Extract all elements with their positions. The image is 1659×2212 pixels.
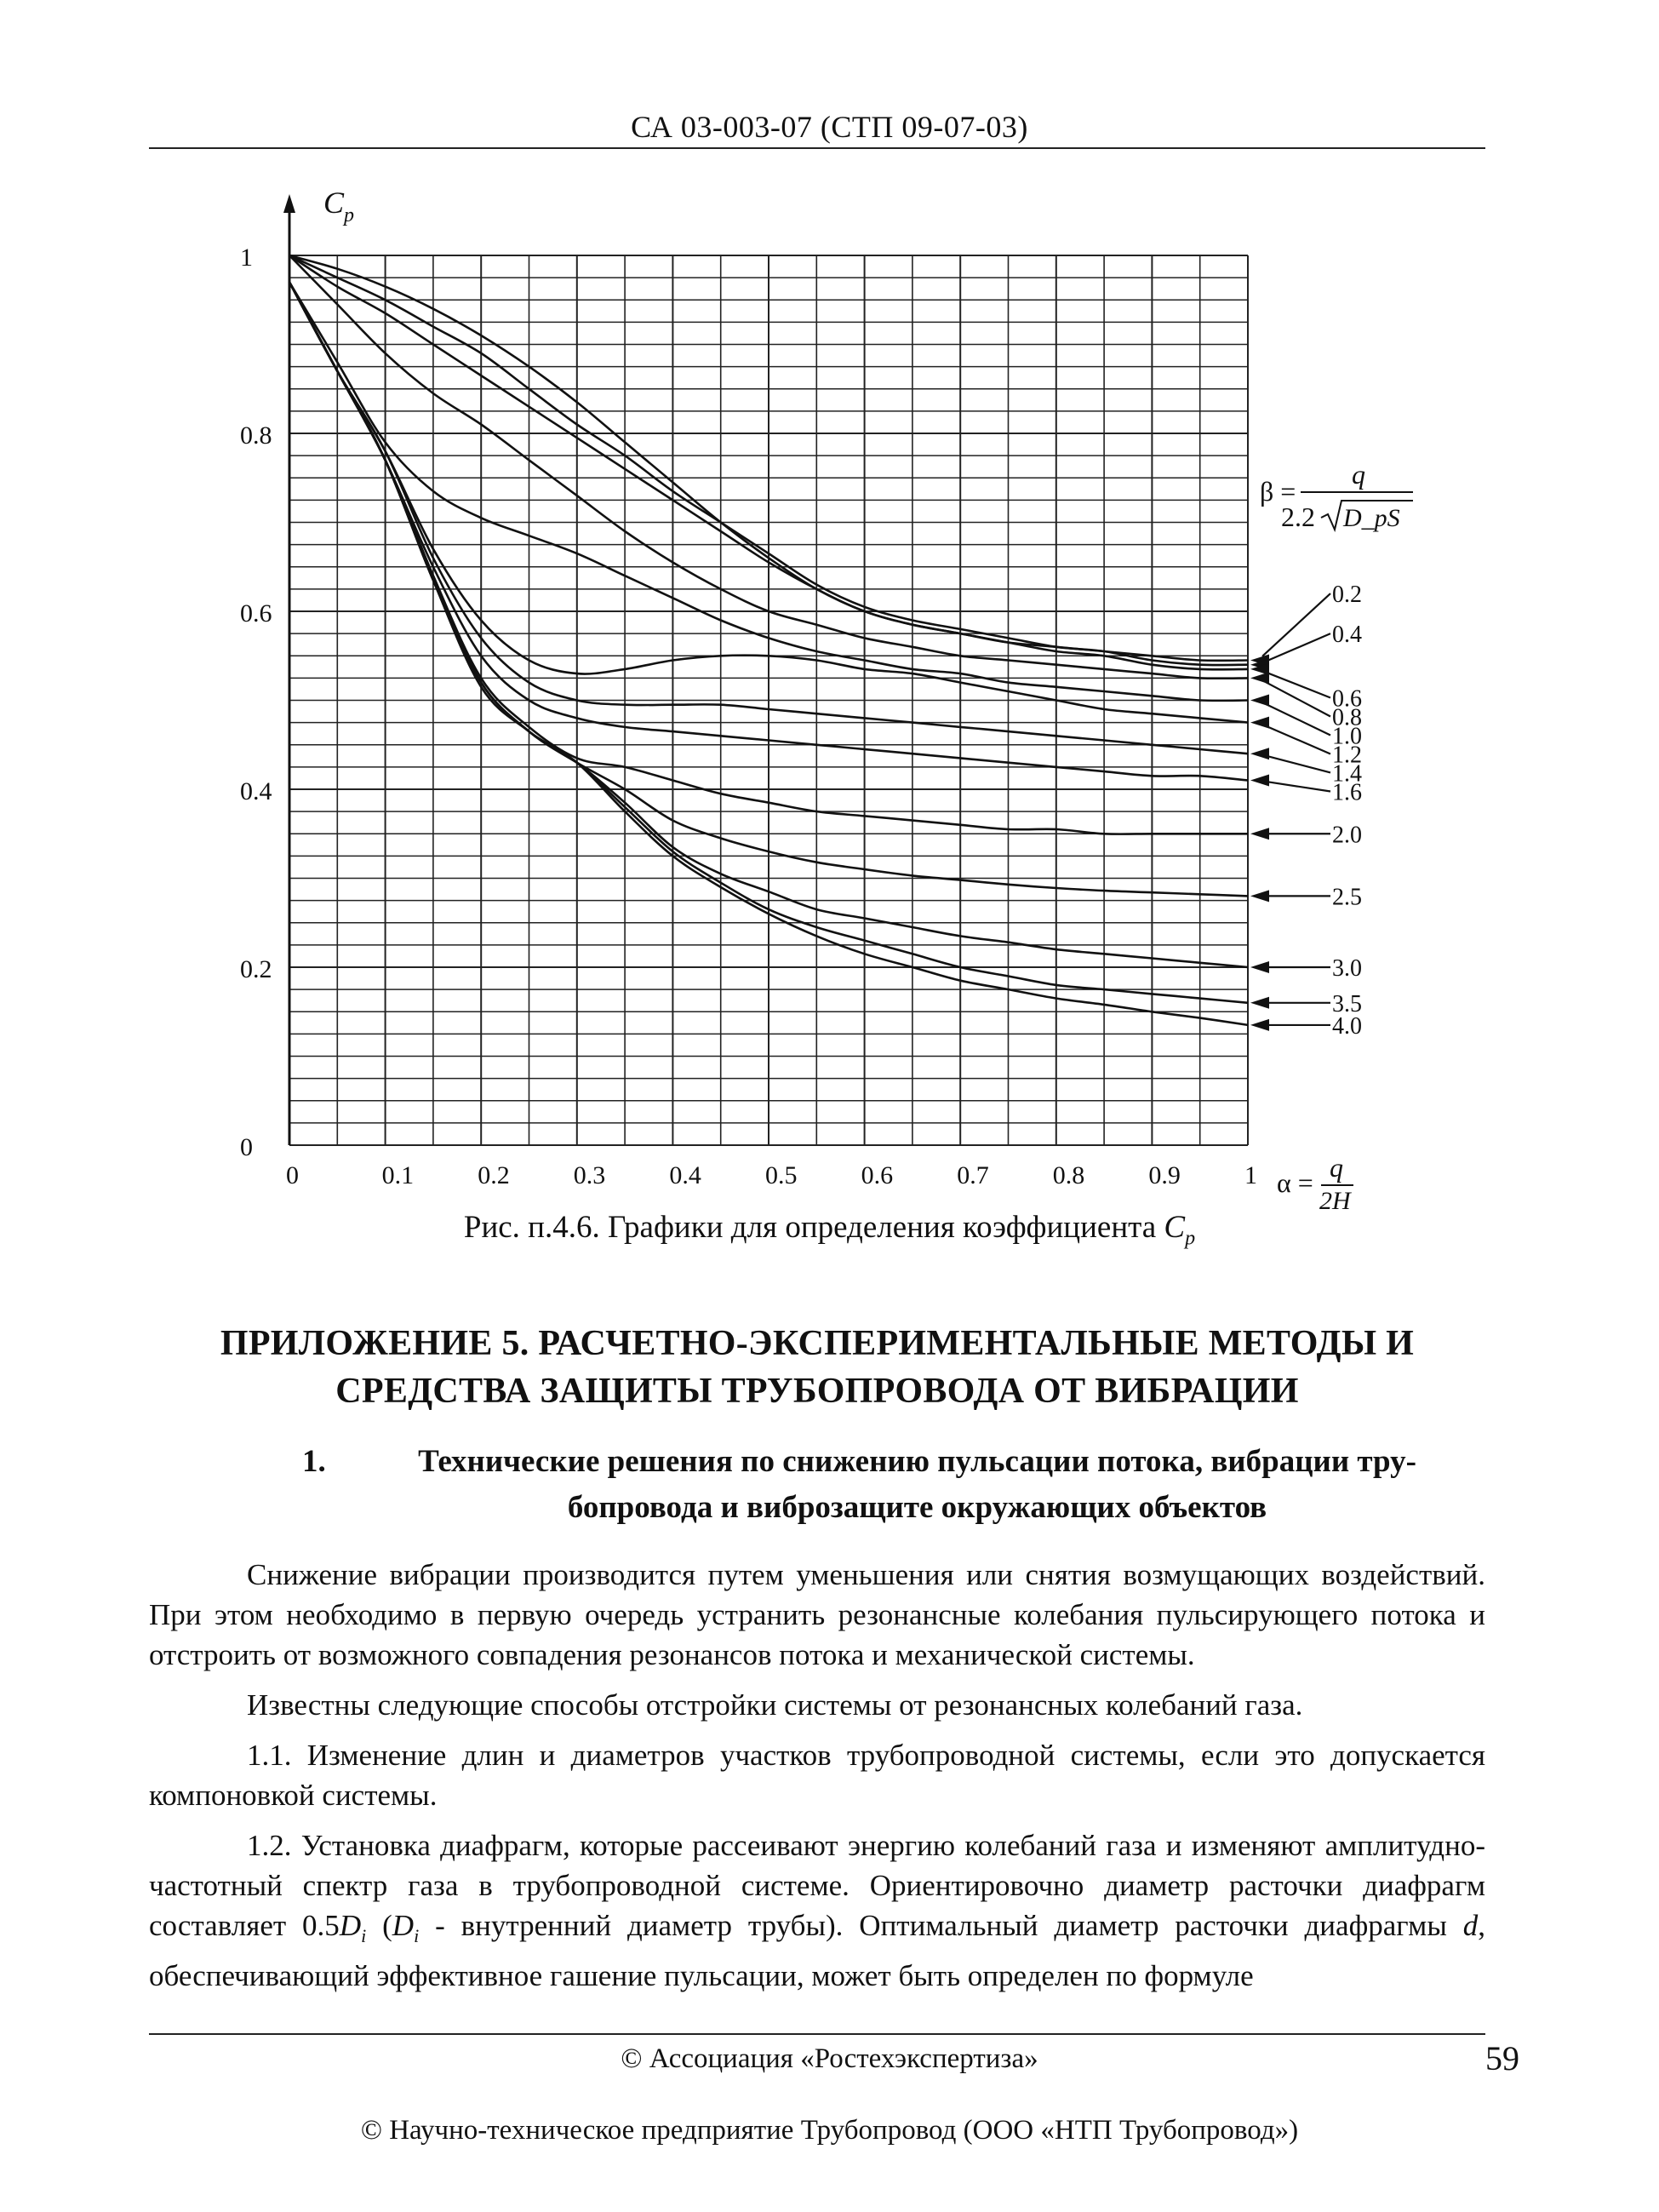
alpha-numerator: q bbox=[1330, 1152, 1343, 1183]
figure-caption-text: Рис. п.4.6. Графики для определения коэффициента bbox=[463, 1210, 1157, 1245]
paragraph-4: 1.2. Установка диафрагм, которые рассеивают энергию колебаний газа и изменяют амплитудно-частотный спектр газа в трубопроводной системе. Ориентировочно диаметр расточки диафрагм составляет $0.5D_i$ ($D_i$ - внутренний диаметр трубы). Оптимальный диаметр расточки диафрагмы d, обеспечивающий эффективное гашение пульсации, может быть определен по формуле bbox=[149, 1829, 1485, 1992]
y-tick-label: 1 bbox=[240, 244, 253, 272]
label-arrowhead-2-5 bbox=[1250, 890, 1269, 902]
section-title-line1: Технические решения по снижению пульсации потока, вибрации тру- bbox=[418, 1444, 1416, 1479]
x-tick-label: 0.9 bbox=[1148, 1161, 1181, 1189]
x-tick-label: 0.2 bbox=[478, 1161, 510, 1189]
x-tick-label: 0.7 bbox=[957, 1161, 989, 1189]
chart-grid bbox=[289, 255, 1248, 1145]
series-label-0-6: 0.6 bbox=[1332, 685, 1362, 713]
series-label-1-4: 1.4 bbox=[1332, 760, 1362, 788]
alpha-formula bbox=[1277, 1152, 1353, 1209]
series-label-1-2: 1.2 bbox=[1332, 742, 1362, 769]
label-arrowhead-1-6 bbox=[1250, 775, 1269, 787]
y-tick-label: 0.2 bbox=[240, 955, 272, 983]
series-label-1-6: 1.6 bbox=[1332, 779, 1362, 806]
figure-caption bbox=[0, 1209, 1659, 1250]
series-label-2-0: 2.0 bbox=[1332, 822, 1362, 849]
label-arrowhead-1-2 bbox=[1250, 717, 1269, 729]
x-tick-label: 0.1 bbox=[381, 1161, 415, 1189]
label-arrowhead-0-8 bbox=[1250, 672, 1269, 684]
y-tick-label: 0.8 bbox=[240, 421, 272, 450]
series-label-0-2: 0.2 bbox=[1332, 582, 1362, 609]
label-leader-1-0 bbox=[1262, 702, 1330, 736]
label-arrowhead-3-5 bbox=[1250, 997, 1269, 1009]
page-number: 59 bbox=[1485, 2039, 1519, 2077]
figure-caption-subscript: p bbox=[1185, 1227, 1196, 1250]
label-arrowhead-4-0 bbox=[1250, 1019, 1269, 1031]
label-leader-0-4 bbox=[1262, 633, 1330, 662]
x-tick-label: 1 bbox=[1244, 1161, 1257, 1189]
y-tick-label: 0.4 bbox=[240, 777, 272, 805]
series-label-0-4: 0.4 bbox=[1332, 622, 1362, 649]
label-arrowhead-1-0 bbox=[1250, 695, 1269, 707]
series-label-3-0: 3.0 bbox=[1332, 955, 1362, 982]
label-arrowhead-3-0 bbox=[1250, 961, 1269, 973]
x-tick-label: 0.5 bbox=[765, 1161, 798, 1189]
section-title-line2: бопровода и виброзащите окружающих объектов bbox=[567, 1490, 1267, 1525]
beta-denominator-radicand: D_pS bbox=[1343, 504, 1400, 532]
cp-chart bbox=[230, 187, 1439, 1209]
y-tick-label: 0.6 bbox=[240, 599, 272, 627]
paragraph-3: 1.1. Изменение длин и диаметров участков трубопроводной системы, если это допускается компоновкой системы. bbox=[149, 1739, 1485, 1812]
x-tick-label: 0.3 bbox=[573, 1161, 606, 1189]
beta-formula bbox=[1260, 459, 1413, 532]
y-axis-label: $C_p$ bbox=[323, 187, 355, 226]
chart-labels bbox=[1250, 582, 1362, 1040]
figure-caption-symbol: C bbox=[1164, 1210, 1186, 1245]
x-tick-label: 0.6 bbox=[861, 1161, 894, 1189]
document-code-header: СА 03-003-07 (СТП 09-07-03) bbox=[631, 110, 1028, 144]
label-leader-1-2 bbox=[1262, 725, 1330, 754]
y-tick-label: 0 bbox=[240, 1133, 253, 1161]
series-label-4-0: 4.0 bbox=[1332, 1012, 1362, 1040]
alpha-denominator: 2H bbox=[1319, 1187, 1351, 1209]
body-text bbox=[149, 1555, 1485, 2006]
label-leader-1-6 bbox=[1262, 781, 1330, 791]
beta-numerator: q bbox=[1352, 459, 1365, 490]
series-label-2-5: 2.5 bbox=[1332, 884, 1362, 911]
section-number: 1. bbox=[302, 1444, 326, 1479]
label-arrowhead-2-0 bbox=[1250, 828, 1269, 840]
footer-company: © Научно-техническое предприятие Трубопровод (ООО «НТП Трубопровод») bbox=[360, 2115, 1299, 2146]
x-tick-label: 0.8 bbox=[1052, 1161, 1085, 1189]
appendix-title bbox=[149, 1320, 1485, 1415]
appendix-title-line1: ПРИЛОЖЕНИЕ 5. РАСЧЕТНО-ЭКСПЕРИМЕНТАЛЬНЫЕ МЕТОДЫ И bbox=[220, 1324, 1415, 1363]
label-arrowhead-1-4 bbox=[1250, 748, 1269, 759]
x-tick-label: 0.4 bbox=[669, 1161, 701, 1189]
label-leader-0-8 bbox=[1262, 680, 1330, 716]
paragraph-1: Снижение вибрации производится путем уменьшения или снятия возмущающих воздействий. При этом необходимо в первую очередь устранить резонансные колебания пульсирующего потока и отстроить от возможного совпадения резонансов потока и механической системы. bbox=[149, 1558, 1485, 1671]
label-leader-0-6 bbox=[1262, 671, 1330, 698]
appendix-title-line2: СРЕДСТВА ЗАЩИТЫ ТРУБОПРОВОДА ОТ ВИБРАЦИИ bbox=[335, 1372, 1299, 1411]
beta-lhs: β = bbox=[1260, 476, 1296, 507]
label-leader-1-4 bbox=[1262, 755, 1330, 773]
alpha-lhs: α = bbox=[1277, 1167, 1313, 1198]
y-axis-arrow bbox=[283, 194, 295, 213]
x-tick-label: 0 bbox=[286, 1161, 299, 1189]
label-leader-0-2 bbox=[1262, 593, 1330, 656]
footer-rule bbox=[149, 2033, 1485, 2035]
paragraph-2: Известны следующие способы отстройки системы от резонансных колебаний газа. bbox=[247, 1688, 1303, 1722]
series-label-1-0: 1.0 bbox=[1332, 723, 1362, 750]
header-rule bbox=[149, 147, 1485, 149]
series-label-0-8: 0.8 bbox=[1332, 704, 1362, 731]
beta-denominator-coef: 2.2 bbox=[1281, 501, 1315, 532]
series-label-3-5: 3.5 bbox=[1332, 990, 1362, 1017]
footer-association: © Ассоциация «Ростехэкспертиза» bbox=[621, 2043, 1038, 2074]
